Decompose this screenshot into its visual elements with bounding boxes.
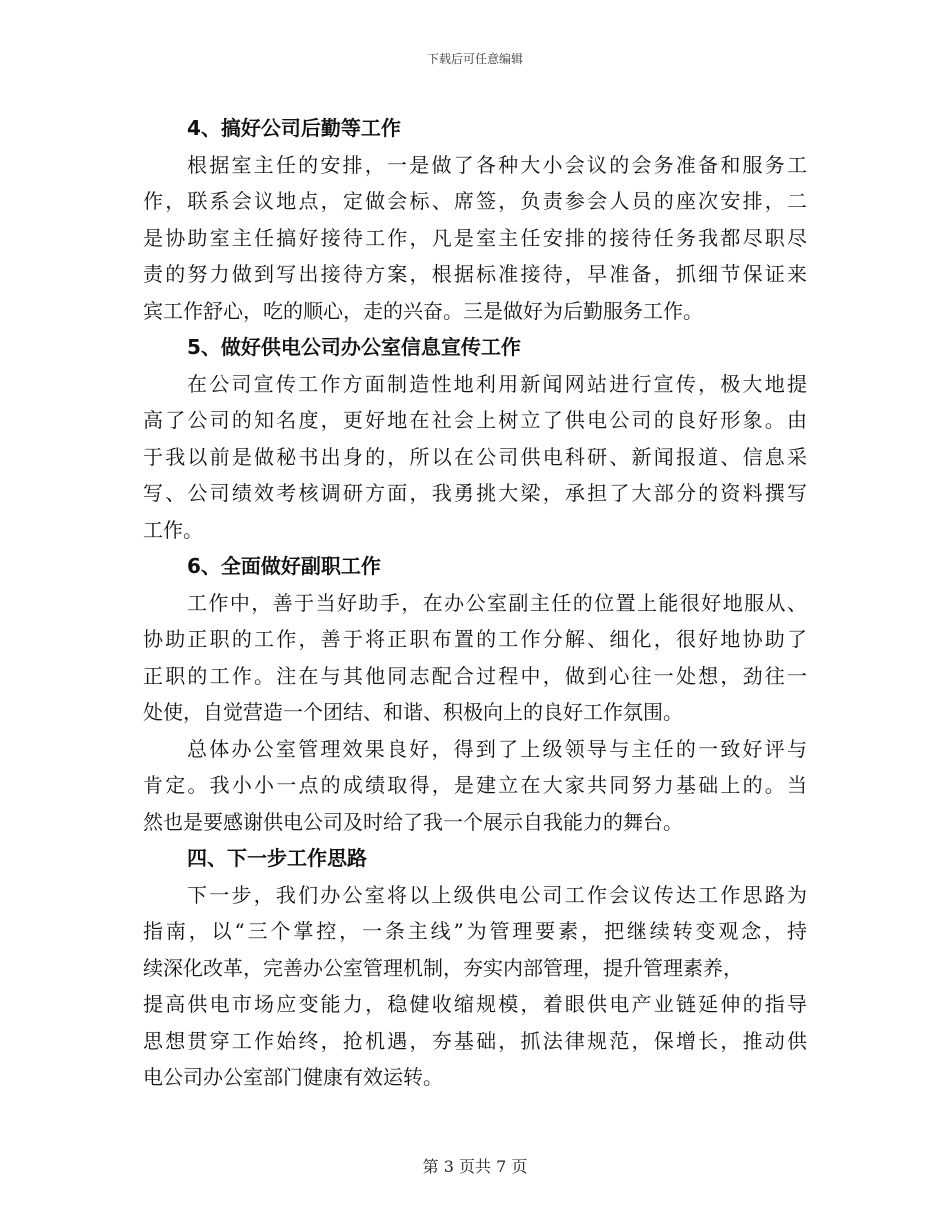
section-heading-4: 4、搞好公司后勤等工作 xyxy=(187,116,401,140)
paragraph-line: 是协助室主任搞好接待工作，凡是室主任安排的接待任务我都尽职尽 xyxy=(143,225,807,250)
section-heading-5: 5、做好供电公司办公室信息宣传工作 xyxy=(187,335,521,359)
paragraph-line: 责的努力做到写出接待方案，根据标准接待，早准备，抓细节保证来 xyxy=(143,262,807,286)
document-body xyxy=(143,110,807,1096)
paragraph-line: 正职的工作。注在与其他同志配合过程中，做到心往一处想，劲往一 xyxy=(143,663,807,688)
paragraph-line: 工作中，善于当好助手，在办公室副主任的位置上能很好地服从、 xyxy=(187,590,807,615)
page-number: 第 3 页共 7 页 xyxy=(422,1157,528,1176)
paragraph-line: 工作。 xyxy=(143,517,203,542)
paragraph-line: 提高供电市场应变能力，稳健收缩规模，着眼供电产业链延伸的指导 xyxy=(143,992,807,1016)
paragraph-line: 处使，自觉营造一个团结、和谐、积极向上的良好工作氛围。 xyxy=(143,700,683,724)
paragraph-line: 写、公司绩效考核调研方面，我勇挑大梁，承担了大部分的资料撰写 xyxy=(143,481,807,505)
paragraph-line: 宾工作舒心，吃的顺心，走的兴奋。三是做好为后勤服务工作。 xyxy=(143,298,703,323)
page-header-note: 下载后可任意编辑 xyxy=(426,52,523,66)
section-heading-6: 6、全面做好副职工作 xyxy=(187,554,381,578)
paragraph-line: 下一步，我们办公室将以上级供电公司工作会议传达工作思路为 xyxy=(187,882,807,907)
paragraph-line: 然也是要感谢供电公司及时给了我一个展示自我能力的舞台。 xyxy=(143,809,683,834)
section-heading-next-steps: 四、下一步工作思路 xyxy=(187,846,367,870)
paragraph-line: 于我以前是做秘书出身的，所以在公司供电科研、新闻报道、信息采 xyxy=(143,444,807,469)
paragraph-line: 根据室主任的安排，一是做了各种大小会议的会务准备和服务工 xyxy=(187,152,807,177)
paragraph-line: 在公司宣传工作方面制造性地利用新闻网站进行宣传，极大地提 xyxy=(187,371,807,396)
paragraph-line: 高了公司的知名度，更好地在社会上树立了供电公司的良好形象。由 xyxy=(143,408,807,432)
paragraph-line: 肯定。我小小一点的成绩取得，是建立在大家共同努力基础上的。当 xyxy=(143,773,807,797)
paragraph-line: 协助正职的工作，善于将正职布置的工作分解、细化，很好地协助了 xyxy=(143,627,807,651)
paragraph-line: 续深化改革，完善办公室管理机制，夯实内部管理，提升管理素养， xyxy=(143,955,743,980)
paragraph-line: 总体办公室管理效果良好，得到了上级领导与主任的一致好评与 xyxy=(187,736,807,761)
paragraph-line: 指南，以“三个掌控，一条主线”为管理要素，把继续转变观念，持 xyxy=(143,919,807,943)
paragraph-line: 思想贯穿工作始终，抢机遇，夯基础，抓法律规范，保增长，推动供 xyxy=(143,1028,807,1053)
paragraph-line: 作，联系会议地点，定做会标、席签，负责参会人员的座次安排，二 xyxy=(143,189,807,213)
paragraph-line: 电公司办公室部门健康有效运转。 xyxy=(143,1065,443,1089)
